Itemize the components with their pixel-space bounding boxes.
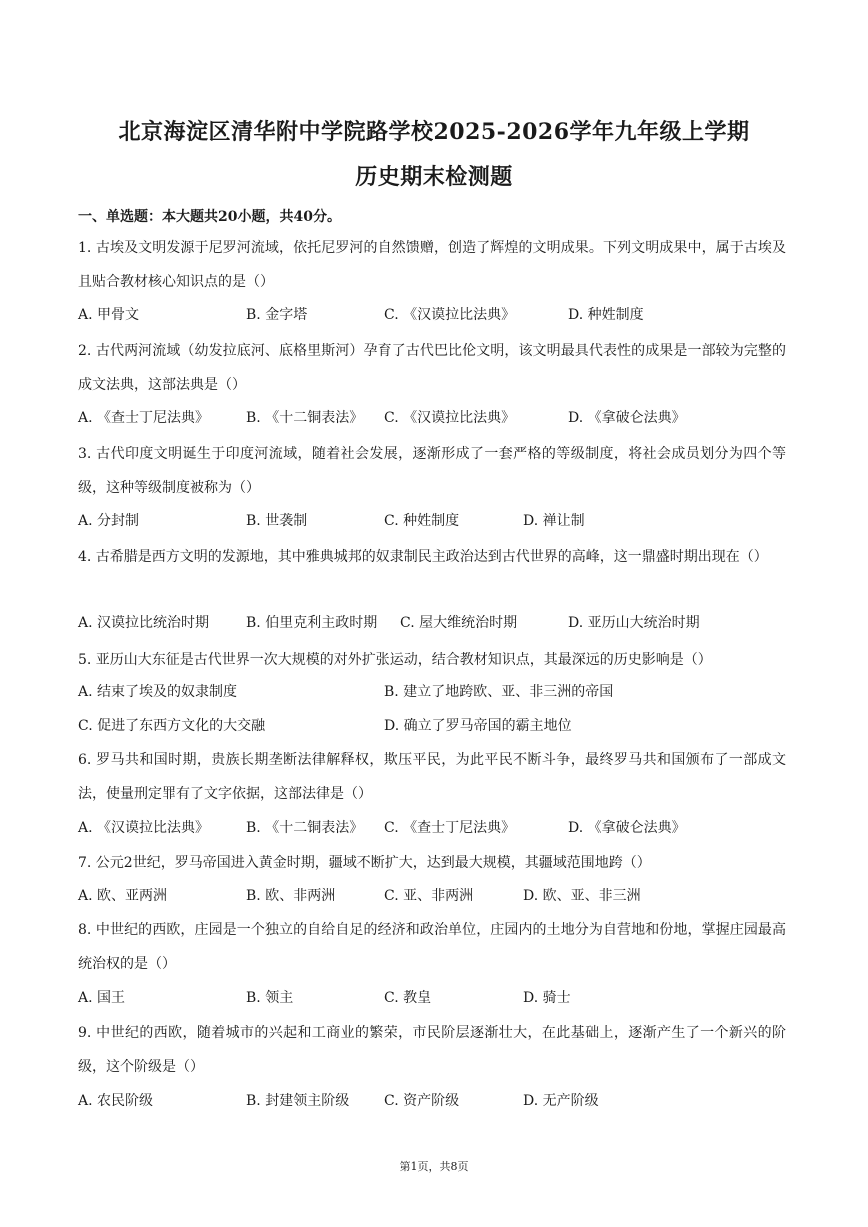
question-6-stem: 6. 罗马共和国时期，贵族长期垄断法律解释权，欺压平民，为此平民不断斗争，最终罗马共和国颁布了一部成文法，使量刑定罪有了文字依据，这部法律是（） [78, 752, 786, 802]
question-6-option-a: A. 《汉谟拉比法典》 [78, 820, 210, 836]
question-8-option-d: D. 骑士 [523, 990, 571, 1006]
question-7-option-d: D. 欧、亚、非三洲 [523, 888, 641, 904]
question-7-option-c: C. 亚、非两洲 [384, 888, 474, 904]
question-4-option-b: B. 伯里克利主政时期 [246, 615, 378, 631]
question-5-option-c: C. 促进了东西方文化的大交融 [78, 718, 266, 734]
question-8-option-a: A. 国王 [78, 990, 126, 1006]
question-2-option-b: B. 《十二铜表法》 [246, 410, 364, 426]
question-1-option-d: D. 种姓制度 [568, 307, 644, 323]
question-4-option-a: A. 汉谟拉比统治时期 [78, 615, 210, 631]
question-5-option-a: A. 结束了埃及的奴隶制度 [78, 684, 238, 700]
question-5-option-b: B. 建立了地跨欧、亚、非三洲的帝国 [384, 684, 614, 700]
question-8-option-b: B. 领主 [246, 990, 294, 1006]
question-7-stem: 7. 公元2世纪，罗马帝国进入黄金时期，疆域不断扩大，达到最大规模，其疆域范围地跨（） [78, 855, 651, 871]
question-9-option-c: C. 资产阶级 [384, 1093, 460, 1109]
question-2-option-d: D. 《拿破仑法典》 [568, 410, 686, 426]
section-heading: 一、单选题：本大题共20小题，共40分。 [78, 209, 341, 225]
question-1-option-c: C. 《汉谟拉比法典》 [384, 307, 516, 323]
question-9-option-b: B. 封建领主阶级 [246, 1093, 350, 1109]
question-6-option-c: C. 《查士丁尼法典》 [384, 820, 516, 836]
question-3-stem: 3. 古代印度文明诞生于印度河流域，随着社会发展，逐渐形成了一套严格的等级制度，将社会成员划分为四个等级，这种等级制度被称为（） [78, 446, 786, 496]
question-5-option-d: D. 确立了罗马帝国的霸主地位 [384, 718, 572, 734]
question-1-option-a: A. 甲骨文 [78, 307, 140, 323]
exam-title-line2: 历史期末检测题 [355, 164, 513, 190]
question-7-option-b: B. 欧、非两洲 [246, 888, 336, 904]
question-2-stem: 2. 古代两河流域（幼发拉底河、底格里斯河）孕育了古代巴比伦文明，该文明最具代表性的成果是一部较为完整的成文法典，这部法典是（） [78, 343, 786, 393]
page-footer: 第1页，共8页 [399, 1160, 469, 1173]
question-8-stem: 8. 中世纪的西欧，庄园是一个独立的自给自足的经济和政治单位，庄园内的土地分为自营地和份地，掌握庄园最高统治权的是（） [78, 922, 786, 972]
question-3-option-d: D. 禅让制 [523, 513, 585, 529]
question-9-option-d: D. 无产阶级 [523, 1093, 599, 1109]
question-4-stem: 4. 古希腊是西方文明的发源地，其中雅典城邦的奴隶制民主政治达到古代世界的高峰，这一鼎盛时期出现在（） [78, 549, 768, 565]
question-6-option-b: B. 《十二铜表法》 [246, 820, 364, 836]
question-2-option-a: A. 《查士丁尼法典》 [78, 410, 210, 426]
question-2-option-c: C. 《汉谟拉比法典》 [384, 410, 516, 426]
question-4-option-d: D. 亚历山大统治时期 [568, 615, 700, 631]
question-4-option-c: C. 屋大维统治时期 [400, 615, 518, 631]
question-9-option-a: A. 农民阶级 [78, 1093, 154, 1109]
question-1-option-b: B. 金字塔 [246, 307, 308, 323]
question-3-option-b: B. 世袭制 [246, 513, 308, 529]
question-6-option-d: D. 《拿破仑法典》 [568, 820, 686, 836]
question-9-stem: 9. 中世纪的西欧，随着城市的兴起和工商业的繁荣，市民阶层逐渐壮大，在此基础上，逐渐产生了一个新兴的阶级，这个阶级是（） [78, 1025, 786, 1075]
question-1-stem: 1. 古埃及文明发源于尼罗河流域，依托尼罗河的自然馈赠，创造了辉煌的文明成果。下列文明成果中，属于古埃及且贴合教材核心知识点的是（） [78, 240, 786, 290]
question-3-option-a: A. 分封制 [78, 513, 140, 529]
question-7-option-a: A. 欧、亚两洲 [78, 888, 168, 904]
question-8-option-c: C. 教皇 [384, 990, 432, 1006]
question-5-stem: 5. 亚历山大东征是古代世界一次大规模的对外扩张运动，结合教材知识点，其最深远的历史影响是（） [78, 652, 712, 668]
question-3-option-c: C. 种姓制度 [384, 513, 460, 529]
exam-title-line1: 北京海淀区清华附中学院路学校2025-2026学年九年级上学期 [118, 119, 750, 145]
